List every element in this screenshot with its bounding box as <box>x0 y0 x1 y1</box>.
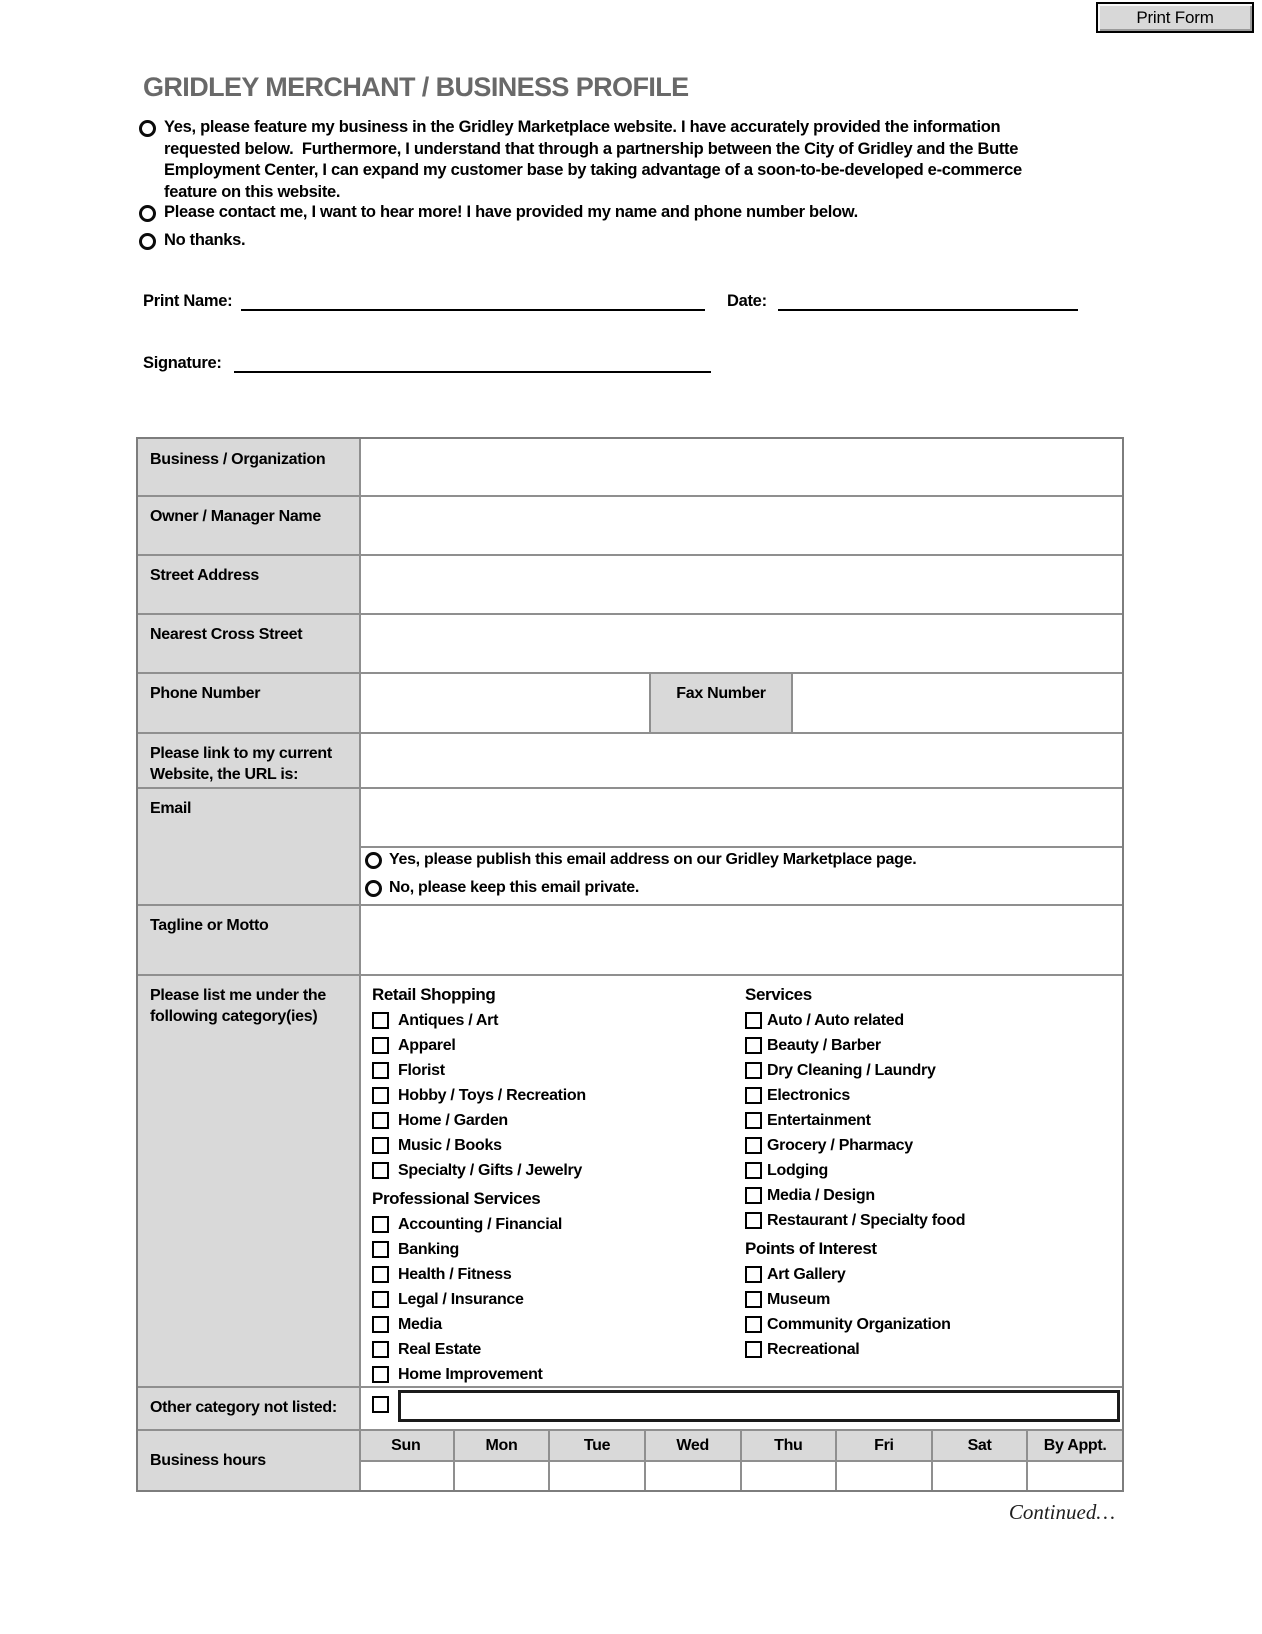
phone-number-label: Phone Number <box>138 673 361 733</box>
category-label: Lodging <box>767 1161 828 1179</box>
website-url-label: Please link to my current Website, the URL is: <box>138 733 361 788</box>
radio-no-thanks[interactable] <box>139 233 156 250</box>
checkbox-apparel[interactable] <box>372 1037 389 1054</box>
category-label: Dry Cleaning / Laundry <box>767 1061 936 1079</box>
category-label: Art Gallery <box>767 1265 846 1283</box>
checkbox-home-improvement[interactable] <box>372 1366 389 1383</box>
business-organization-input[interactable] <box>359 439 1122 496</box>
page-title: GRIDLEY MERCHANT / BUSINESS PROFILE <box>143 72 689 102</box>
merchant-profile-table <box>136 437 1124 1492</box>
hours-input-mon[interactable] <box>453 1461 549 1490</box>
street-address-label: Street Address <box>138 555 361 614</box>
table-gridline <box>138 904 1122 906</box>
signature-label: Signature: <box>143 354 222 372</box>
table-gridline <box>138 732 1122 734</box>
table-gridline <box>649 673 651 733</box>
checkbox-community-organization[interactable] <box>745 1316 762 1333</box>
option-no-thanks-label: No thanks. <box>164 231 246 249</box>
category-label: Home / Garden <box>398 1111 508 1129</box>
category-label: Recreational <box>767 1340 860 1358</box>
day-header-sun: Sun <box>359 1430 453 1461</box>
checkbox-media-design[interactable] <box>745 1187 762 1204</box>
category-label: Banking <box>398 1240 460 1258</box>
tagline-label: Tagline or Motto <box>138 905 361 975</box>
checkbox-antiques-art[interactable] <box>372 1012 389 1029</box>
checkbox-legal-insurance[interactable] <box>372 1291 389 1308</box>
category-label: Real Estate <box>398 1340 481 1358</box>
business-hours-input-row <box>359 1461 1122 1490</box>
checkbox-other-category[interactable] <box>372 1396 389 1413</box>
day-header-fri: Fri <box>835 1430 931 1461</box>
nearest-cross-street-label: Nearest Cross Street <box>138 614 361 673</box>
category-prompt-label: Please list me under the following category(ies) <box>138 975 361 1387</box>
checkbox-real-estate[interactable] <box>372 1341 389 1358</box>
owner-manager-label: Owner / Manager Name <box>138 496 361 555</box>
business-organization-label: Business / Organization <box>138 439 361 496</box>
category-label: Community Organization <box>767 1315 951 1333</box>
radio-publish-email[interactable] <box>365 852 382 869</box>
checkbox-entertainment[interactable] <box>745 1112 762 1129</box>
checkbox-health-fitness[interactable] <box>372 1266 389 1283</box>
option-no-thanks <box>139 230 559 252</box>
checkbox-music-books[interactable] <box>372 1137 389 1154</box>
option-contact-me-label: Please contact me, I want to hear more! I have provided my name and phone number below. <box>164 203 858 221</box>
category-label: Health / Fitness <box>398 1265 512 1283</box>
professional-services-heading: Professional Services <box>372 1189 541 1208</box>
hours-input-wed[interactable] <box>644 1461 740 1490</box>
signature-line <box>234 371 711 373</box>
table-gridline <box>138 787 1122 789</box>
hours-input-by-appt[interactable] <box>1026 1461 1122 1490</box>
checkbox-banking[interactable] <box>372 1241 389 1258</box>
category-label: Electronics <box>767 1086 850 1104</box>
option-contact-me <box>139 202 1189 224</box>
table-gridline <box>359 1460 1122 1462</box>
owner-manager-input[interactable] <box>359 496 1122 555</box>
checkbox-dry-cleaning-laundry[interactable] <box>745 1062 762 1079</box>
category-label: Music / Books <box>398 1136 502 1154</box>
street-address-input[interactable] <box>359 555 1122 614</box>
category-label: Apparel <box>398 1036 456 1054</box>
day-header-sat: Sat <box>931 1430 1027 1461</box>
radio-contact-me[interactable] <box>139 205 156 222</box>
checkbox-recreational[interactable] <box>745 1341 762 1358</box>
radio-keep-email-private[interactable] <box>365 880 382 897</box>
date-label: Date: <box>727 292 767 310</box>
checkbox-electronics[interactable] <box>745 1087 762 1104</box>
option-feature-business-label: Yes, please feature my business in the Gridley Marketplace website. I have accurately provided the information requested below. Furthermore, I understand that through a partnership between the City of Gridley and the Butte Employment Center, I can expand my customer base by taking advantage of a soon-to-be-developed e-commerce feature on this website. <box>164 118 1027 201</box>
table-gridline <box>138 974 1122 976</box>
day-header-tue: Tue <box>548 1430 644 1461</box>
checkbox-home-garden[interactable] <box>372 1112 389 1129</box>
other-category-label: Other category not listed: <box>138 1387 361 1430</box>
category-column-right <box>745 982 1115 1362</box>
nearest-cross-street-input[interactable] <box>359 614 1122 673</box>
hours-input-tue[interactable] <box>548 1461 644 1490</box>
services-heading: Services <box>745 985 812 1004</box>
email-private-option <box>365 877 639 899</box>
table-gridline <box>138 495 1122 497</box>
checkbox-specialty-gifts-jewelry[interactable] <box>372 1162 389 1179</box>
checkbox-hobby-toys-recreation[interactable] <box>372 1087 389 1104</box>
day-header-wed: Wed <box>644 1430 740 1461</box>
category-label: Florist <box>398 1061 445 1079</box>
checkbox-lodging[interactable] <box>745 1162 762 1179</box>
other-category-input[interactable] <box>398 1390 1120 1422</box>
category-label: Entertainment <box>767 1111 871 1129</box>
phone-number-input[interactable] <box>359 673 650 733</box>
checkbox-florist[interactable] <box>372 1062 389 1079</box>
category-label: Beauty / Barber <box>767 1036 881 1054</box>
category-label: Antiques / Art <box>398 1011 499 1029</box>
radio-feature-business[interactable] <box>139 120 156 137</box>
category-label: Legal / Insurance <box>398 1290 524 1308</box>
checkbox-restaurant-specialty-food[interactable] <box>745 1212 762 1229</box>
category-column-left <box>372 982 732 1387</box>
category-label: Grocery / Pharmacy <box>767 1136 913 1154</box>
category-label: Auto / Auto related <box>767 1011 904 1029</box>
email-private-label: No, please keep this email private. <box>389 879 640 896</box>
fax-number-input[interactable] <box>792 673 1122 733</box>
email-publish-label: Yes, please publish this email address on our Gridley Marketplace page. <box>389 851 917 868</box>
date-line <box>778 309 1078 311</box>
category-label: Specialty / Gifts / Jewelry <box>398 1161 582 1179</box>
continued-note: Continued… <box>1008 1500 1115 1524</box>
print-name-line <box>241 309 705 311</box>
print-form-button[interactable]: Print Form <box>1096 2 1254 33</box>
category-label: Accounting / Financial <box>398 1215 563 1233</box>
day-header-mon: Mon <box>453 1430 549 1461</box>
hours-input-sun[interactable] <box>359 1461 453 1490</box>
checkbox-accounting-financial[interactable] <box>372 1216 389 1233</box>
points-of-interest-heading: Points of Interest <box>745 1239 877 1258</box>
checkbox-media[interactable] <box>372 1316 389 1333</box>
table-gridline <box>138 613 1122 615</box>
day-header-by-appt: By Appt. <box>1026 1430 1122 1461</box>
hours-input-fri[interactable] <box>835 1461 931 1490</box>
checkbox-grocery-pharmacy[interactable] <box>745 1137 762 1154</box>
hours-input-thu[interactable] <box>740 1461 836 1490</box>
business-hours-label: Business hours <box>138 1430 361 1490</box>
table-gridline <box>359 439 361 1490</box>
category-label: Media / Design <box>767 1186 875 1204</box>
checkbox-art-gallery[interactable] <box>745 1266 762 1283</box>
category-label: Hobby / Toys / Recreation <box>398 1086 586 1104</box>
business-hours-header-row <box>359 1430 1122 1461</box>
email-label: Email <box>138 788 361 905</box>
print-name-label: Print Name: <box>143 292 233 310</box>
checkbox-auto-related[interactable] <box>745 1012 762 1029</box>
table-gridline <box>138 554 1122 556</box>
table-gridline <box>138 1386 1122 1388</box>
email-publish-option <box>365 849 916 871</box>
table-gridline <box>138 672 1122 674</box>
day-header-thu: Thu <box>740 1430 836 1461</box>
hours-input-sat[interactable] <box>931 1461 1027 1490</box>
fax-number-label: Fax Number <box>650 673 792 733</box>
table-gridline <box>359 846 1122 848</box>
category-label: Restaurant / Specialty food <box>767 1211 966 1229</box>
category-label: Home Improvement <box>398 1365 543 1383</box>
email-input[interactable] <box>359 788 1122 847</box>
category-label: Media <box>398 1315 442 1333</box>
checkbox-museum[interactable] <box>745 1291 762 1308</box>
option-feature-business <box>139 117 1044 203</box>
website-url-input[interactable] <box>359 733 1122 788</box>
category-label: Museum <box>767 1290 831 1308</box>
table-gridline <box>791 673 793 733</box>
retail-shopping-heading: Retail Shopping <box>372 985 496 1004</box>
table-gridline <box>138 1429 1122 1431</box>
tagline-input[interactable] <box>359 905 1122 975</box>
checkbox-beauty-barber[interactable] <box>745 1037 762 1054</box>
